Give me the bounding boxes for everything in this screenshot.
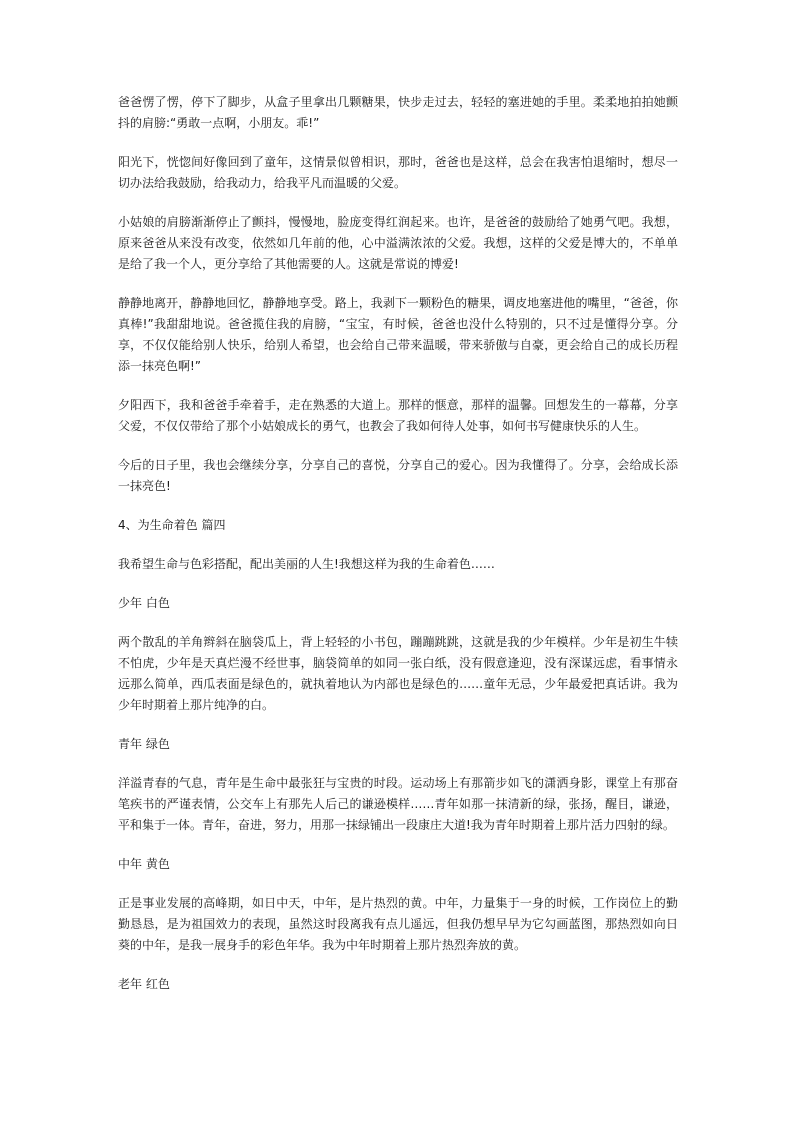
paragraph-intro-color: 我希望生命与色彩搭配，配出美丽的人生!我想这样为我的生命着色……: [118, 557, 495, 571]
paragraph-future-sharing: 今后的日子里，我也会继续分享，分享自己的喜悦，分享自己的爱心。因为我懂得了。分享，会给成长添一抹亮色!: [118, 458, 678, 493]
paragraph-childhood-memory: 阳光下，恍惚间好像回到了童年，这情景似曾相识，那时，爸爸也是这样，总会在我害怕退缩时，想尽一切办法给我鼓励，给我动力，给我平凡而温暖的父爱。: [118, 155, 678, 190]
paragraph-youth-white: 两个散乱的羊角辫斜在脑袋瓜上，背上轻轻的小书包，蹦蹦跳跳，这就是我的少年模样。少年是初生牛犊不怕虎，少年是天真烂漫不经世事，脑袋简单的如同一张白纸，没有假意逢迎，没有深谋远虑，看事情永远那么简单，西瓜表面是绿色的，就执着地认为内部也是绿色的……童年无忌，少年最爱把真话讲。我为少年时期着上那片纯净的白。: [118, 635, 678, 712]
paragraph-girl-courage: 小姑娘的肩膀渐渐停止了颤抖，慢慢地，脸庞变得红润起来。也许，是爸爸的鼓励给了她勇气吧。我想，原来爸爸从来没有改变，依然如几年前的他，心中溢满浓浓的父爱。我想，这样的父爱是博大的，不单单是给了我一个人，更分享给了其他需要的人。这就是常说的博爱!: [118, 215, 678, 271]
subheading-old-red: 老年 红色: [118, 977, 170, 991]
subheading-youth-white: 少年 白色: [118, 596, 170, 610]
paragraph-father-candy: 爸爸愣了愣，停下了脚步，从盒子里拿出几颗糖果，快步走过去，轻轻的塞进她的手里。柔柔地拍拍她颤抖的肩膀:“勇敢一点啊，小朋友。乖!”: [118, 95, 678, 130]
paragraph-young-green: 洋溢青春的气息，青年是生命中最张狂与宝贵的时段。运动场上有那箭步如飞的潇洒身影，课堂上有那奋笔疾书的严谨表情，公交车上有那先人后己的谦逊模样……青年如那一抹清新的绿，张扬，醒目，谦逊，平和集于一体。青年，奋进，努力，用那一抹绿铺出一段康庄大道!我为青年时期着上那片活力四射的绿。: [118, 776, 678, 832]
paragraph-walk-home: 静静地离开，静静地回忆，静静地享受。路上，我剥下一颗粉色的糖果，调皮地塞进他的嘴里，“爸爸，你真棒!”我甜甜地说。爸爸揽住我的肩膀，“宝宝，有时候，爸爸也没什么特别的，只不过是懂得分享。分享，不仅仅能给别人快乐，给别人希望，也会给自己带来温暖，带来骄傲与自豪，更会给自己的成长历程添一抹亮色啊!”: [118, 296, 678, 373]
paragraph-middle-yellow: 正是事业发展的高峰期，如日中天，中年，是片热烈的黄。中年，力量集于一身的时候，工作岗位上的勤勤恳恳，是为祖国效力的表现，虽然这时段离我有点儿遥远，但我仍想早早为它勾画蓝图，那热烈如向日葵的中年，是我一展身手的彩色年华。我为中年时期着上那片热烈奔放的黄。: [118, 896, 678, 952]
document-page: [118, 92, 678, 1013]
subheading-middle-yellow: 中年 黄色: [118, 857, 170, 871]
section-heading: 4、为生命着色 篇四: [118, 518, 226, 532]
paragraph-sunset: 夕阳西下，我和爸爸手牵着手，走在熟悉的大道上。那样的惬意，那样的温馨。回想发生的一幕幕，分享父爱，不仅仅带给了那个小姑娘成长的勇气，也教会了我如何待人处事，如何书写健康快乐的人生。: [118, 398, 678, 433]
subheading-young-green: 青年 绿色: [118, 737, 170, 751]
